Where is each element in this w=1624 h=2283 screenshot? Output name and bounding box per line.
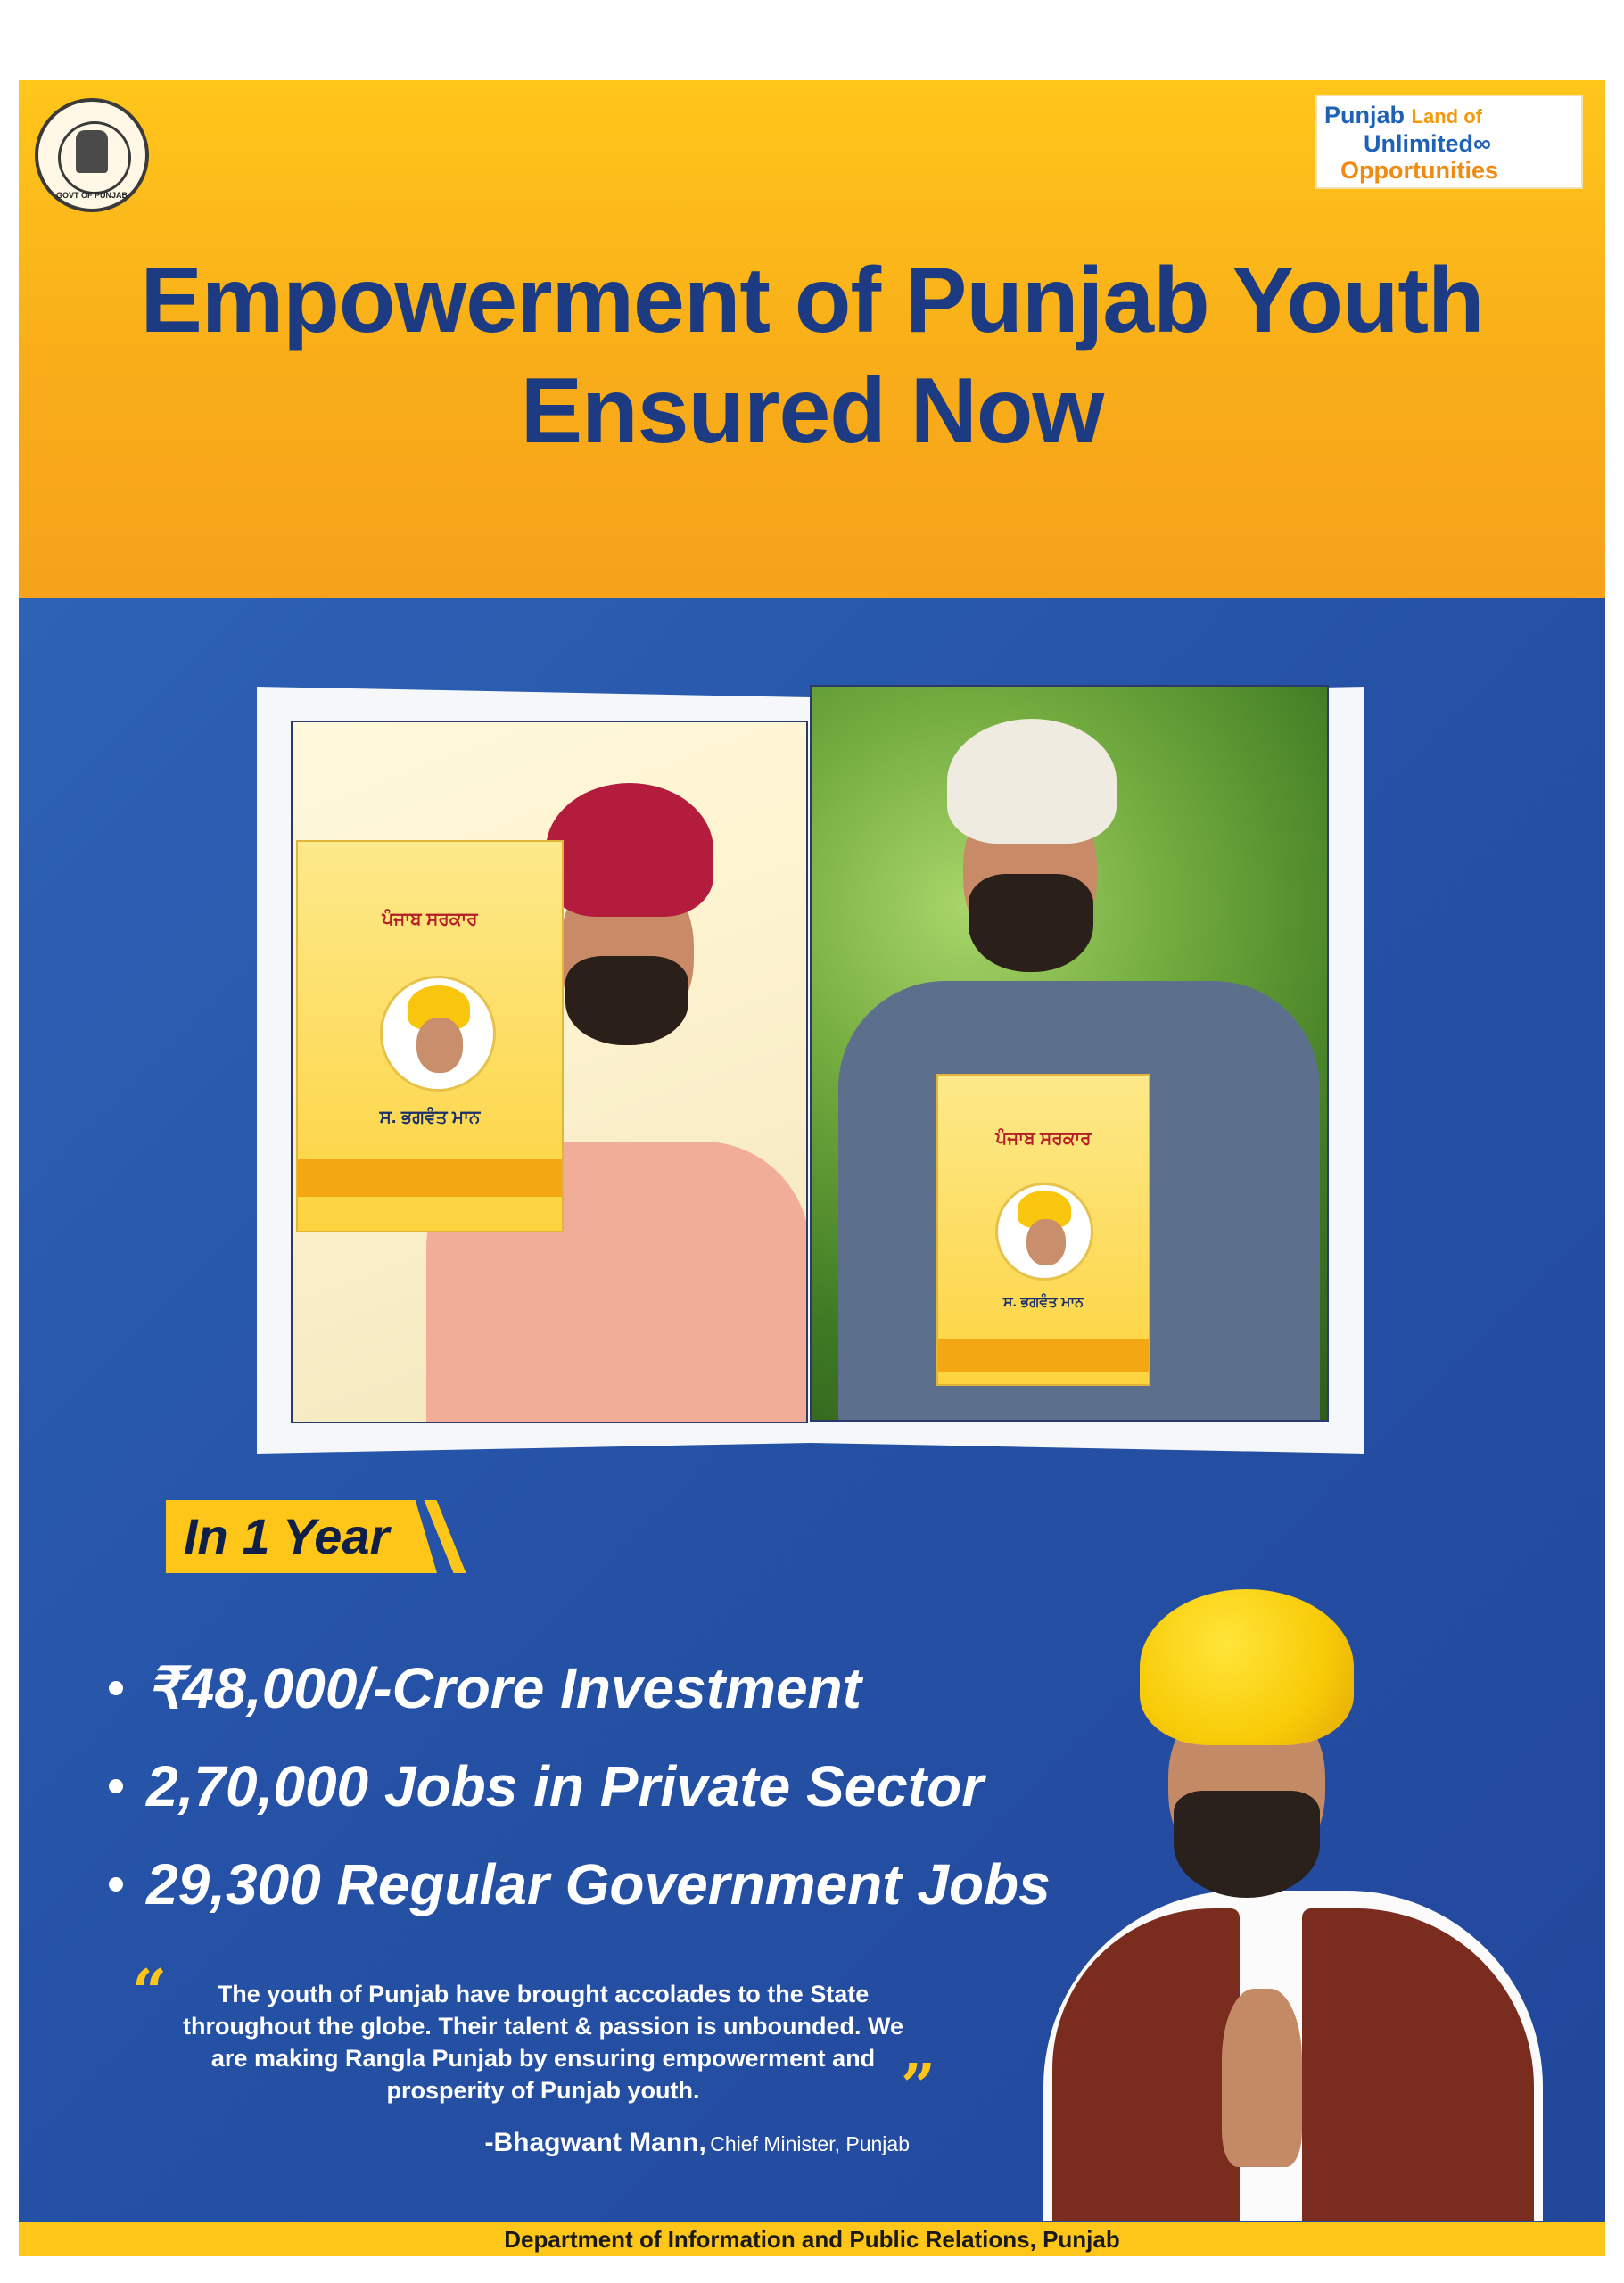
chief-minister-portrait	[1008, 1570, 1587, 2221]
quote-attribution	[437, 2128, 910, 2158]
header-banner	[19, 80, 1605, 598]
open-quote-icon: “	[132, 1957, 168, 2028]
booklet-name: ਸ. ਭਗਵੰਤ ਮਾਨ	[379, 1108, 481, 1127]
booklet-portrait	[380, 976, 496, 1092]
bullet-icon	[109, 1681, 123, 1695]
folded-hands-icon	[1222, 1989, 1302, 2167]
logo-brand-word: Punjab	[1324, 102, 1406, 128]
lion-capital-icon	[76, 130, 108, 173]
booklet-title: ਪੰਜਾਬ ਸਰਕਾਰ	[382, 910, 478, 929]
list-item: ₹48,000/-Crore Investment	[109, 1639, 1051, 1737]
headline	[19, 245, 1605, 466]
white-turban-icon	[947, 719, 1117, 844]
close-quote-icon: ”	[901, 2051, 936, 2122]
person-beard	[565, 956, 688, 1045]
quote-text: The youth of Punjab have brought accolades to the State throughout the globe. Their talent & passion is unbounded. We are making Rangla Punjab by ensuring empowerment and prosperity of Punjab youth.	[183, 1981, 903, 2104]
infinity-icon: ∞	[1473, 129, 1491, 157]
logo-land-of: Land of	[1411, 105, 1482, 128]
attribution-name: -Bhagwant Mann,	[484, 2128, 706, 2157]
attribution-title: Chief Minister, Punjab	[710, 2132, 910, 2155]
booklet-portrait	[995, 1183, 1093, 1281]
bullet-icon	[109, 1779, 123, 1793]
footer-credit: Department of Information and Public Relations, Punjab	[19, 2222, 1605, 2256]
booklet-band	[298, 1159, 562, 1197]
headline-line-2: Ensured Now	[520, 359, 1104, 463]
emblem-caption: GOVT OF PUNJAB	[55, 191, 128, 200]
photo-left-beneficiary	[291, 721, 808, 1423]
photo-right-beneficiary	[810, 685, 1329, 1422]
logo-unlimited: Unlimited	[1364, 130, 1474, 157]
person-beard	[969, 874, 1093, 972]
highlight-tag-label: In 1 Year	[184, 1508, 390, 1564]
headline-line-1: Empowerment of Punjab Youth	[140, 249, 1484, 352]
yellow-turban-icon	[1140, 1589, 1354, 1745]
list-item: 2,70,000 Jobs in Private Sector	[109, 1737, 1051, 1835]
red-turban-icon	[546, 783, 713, 917]
scheme-booklet	[936, 1074, 1150, 1386]
booklet-title: ਪੰਜਾਬ ਸਰਕਾਰ	[995, 1129, 1092, 1149]
logo-opportunities: Opportunities	[1340, 157, 1498, 184]
govt-punjab-emblem-icon	[35, 98, 149, 212]
bullet-icon	[109, 1877, 123, 1892]
punjab-brand-logo	[1315, 95, 1583, 189]
booklet-name: ਸ. ਭਗਵੰਤ ਮਾਨ	[1002, 1295, 1084, 1310]
list-item: 29,300 Regular Government Jobs	[109, 1835, 1051, 1933]
achievements-list	[109, 1639, 1051, 1933]
scheme-booklet	[296, 840, 564, 1232]
booklet-band	[938, 1339, 1149, 1372]
cm-quote	[132, 1978, 917, 2106]
